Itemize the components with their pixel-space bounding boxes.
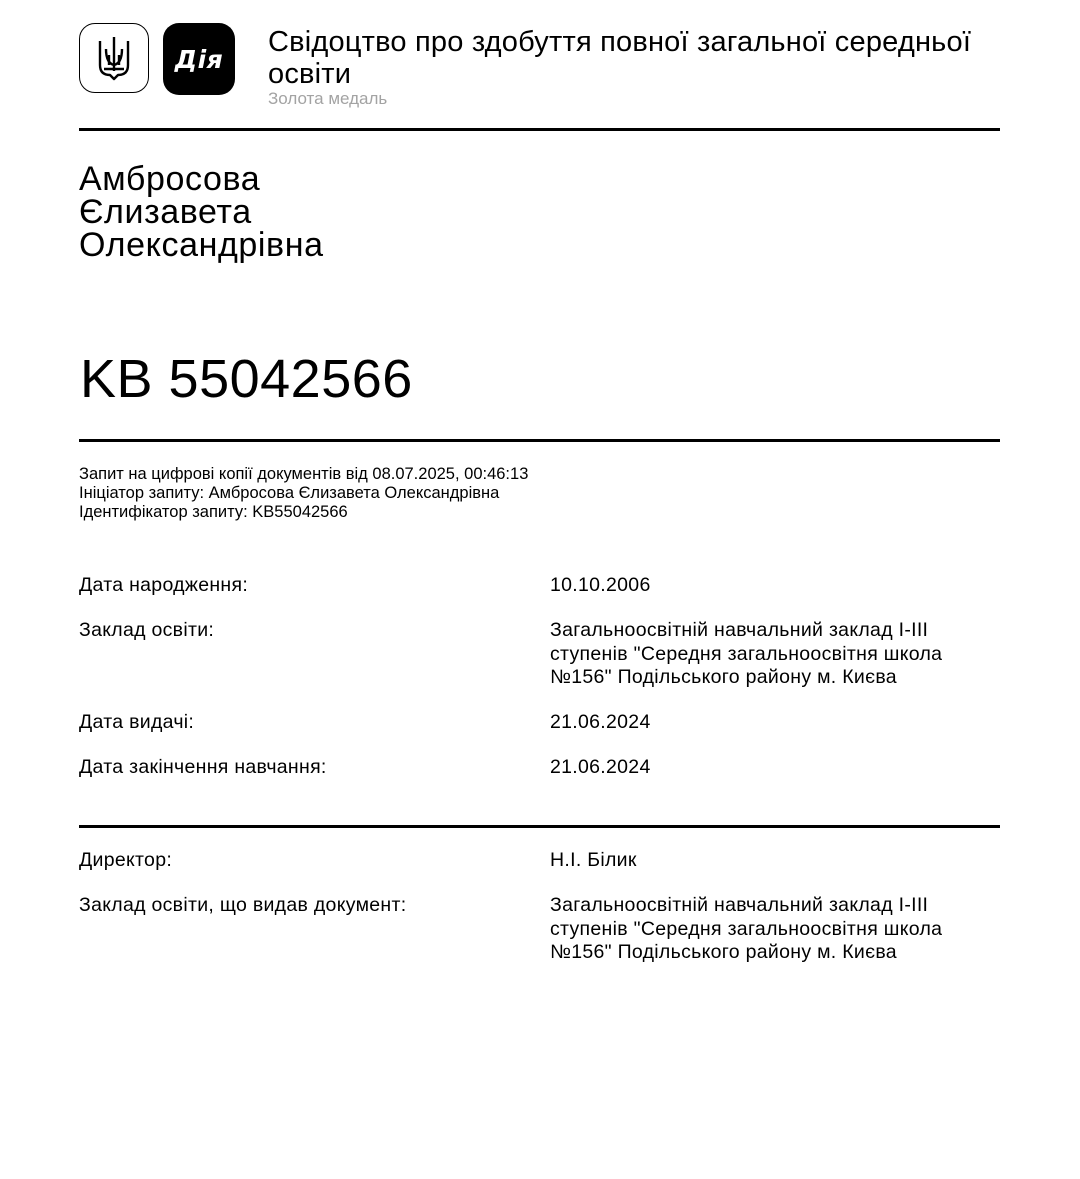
holder-first-name: Єлизавета [79,193,252,231]
field-value: Н.І. Білик [550,849,637,871]
divider [79,825,1000,828]
issuer-fields [79,849,1000,986]
field-row-institution [79,619,1000,690]
field-value: Загальноосвітній навчальний заклад І-ІІІ ступенів "Середня загальноосвітня школа №156" Подільського району м. Києва [550,894,943,963]
field-row-issue-date [79,711,1000,735]
field-row-graduation-date [79,756,1000,780]
request-date-line: Запит на цифрові копії документів від 08.07.2025, 00:46:13 [79,465,529,483]
field-label: Директор: [79,849,173,871]
field-value: 10.10.2006 [550,574,651,596]
request-info [79,465,528,522]
field-label: Заклад освіти, що видав документ: [79,894,407,916]
field-value: 21.06.2024 [550,756,651,778]
field-label: Дата видачі: [79,711,195,733]
divider [79,128,1000,131]
field-label: Дата закінчення навчання: [79,756,327,778]
document-header [79,23,1000,113]
holder-last-name: Амбросова [79,160,261,198]
field-value: Загальноосвітній навчальний заклад І-ІІІ ступенів "Середня загальноосвітня школа №156" Подільського району м. Києва [550,619,943,688]
document-subtitle: Золота медаль [268,89,388,108]
holder-full-name [79,160,324,264]
field-row-director [79,849,1000,873]
document-number: KB 55042566 [80,349,413,409]
field-label: Дата народження: [79,574,249,596]
field-row-birth-date [79,574,1000,598]
trident-icon [79,23,149,93]
request-id-line: Ідентифікатор запиту: KB55042566 [79,503,348,521]
field-value: 21.06.2024 [550,711,651,733]
field-row-issuing-institution [79,894,1000,965]
diia-logo: Дія [163,23,235,95]
document-title: Свідоцтво про здобуття повної загальної середньої освіти [268,26,972,90]
holder-patronymic: Олександрівна [79,226,324,264]
field-label: Заклад освіти: [79,619,215,641]
divider [79,439,1000,442]
main-fields [79,574,1000,801]
request-initiator-line: Ініціатор запиту: Амбросова Єлизавета Олександрівна [79,484,500,502]
